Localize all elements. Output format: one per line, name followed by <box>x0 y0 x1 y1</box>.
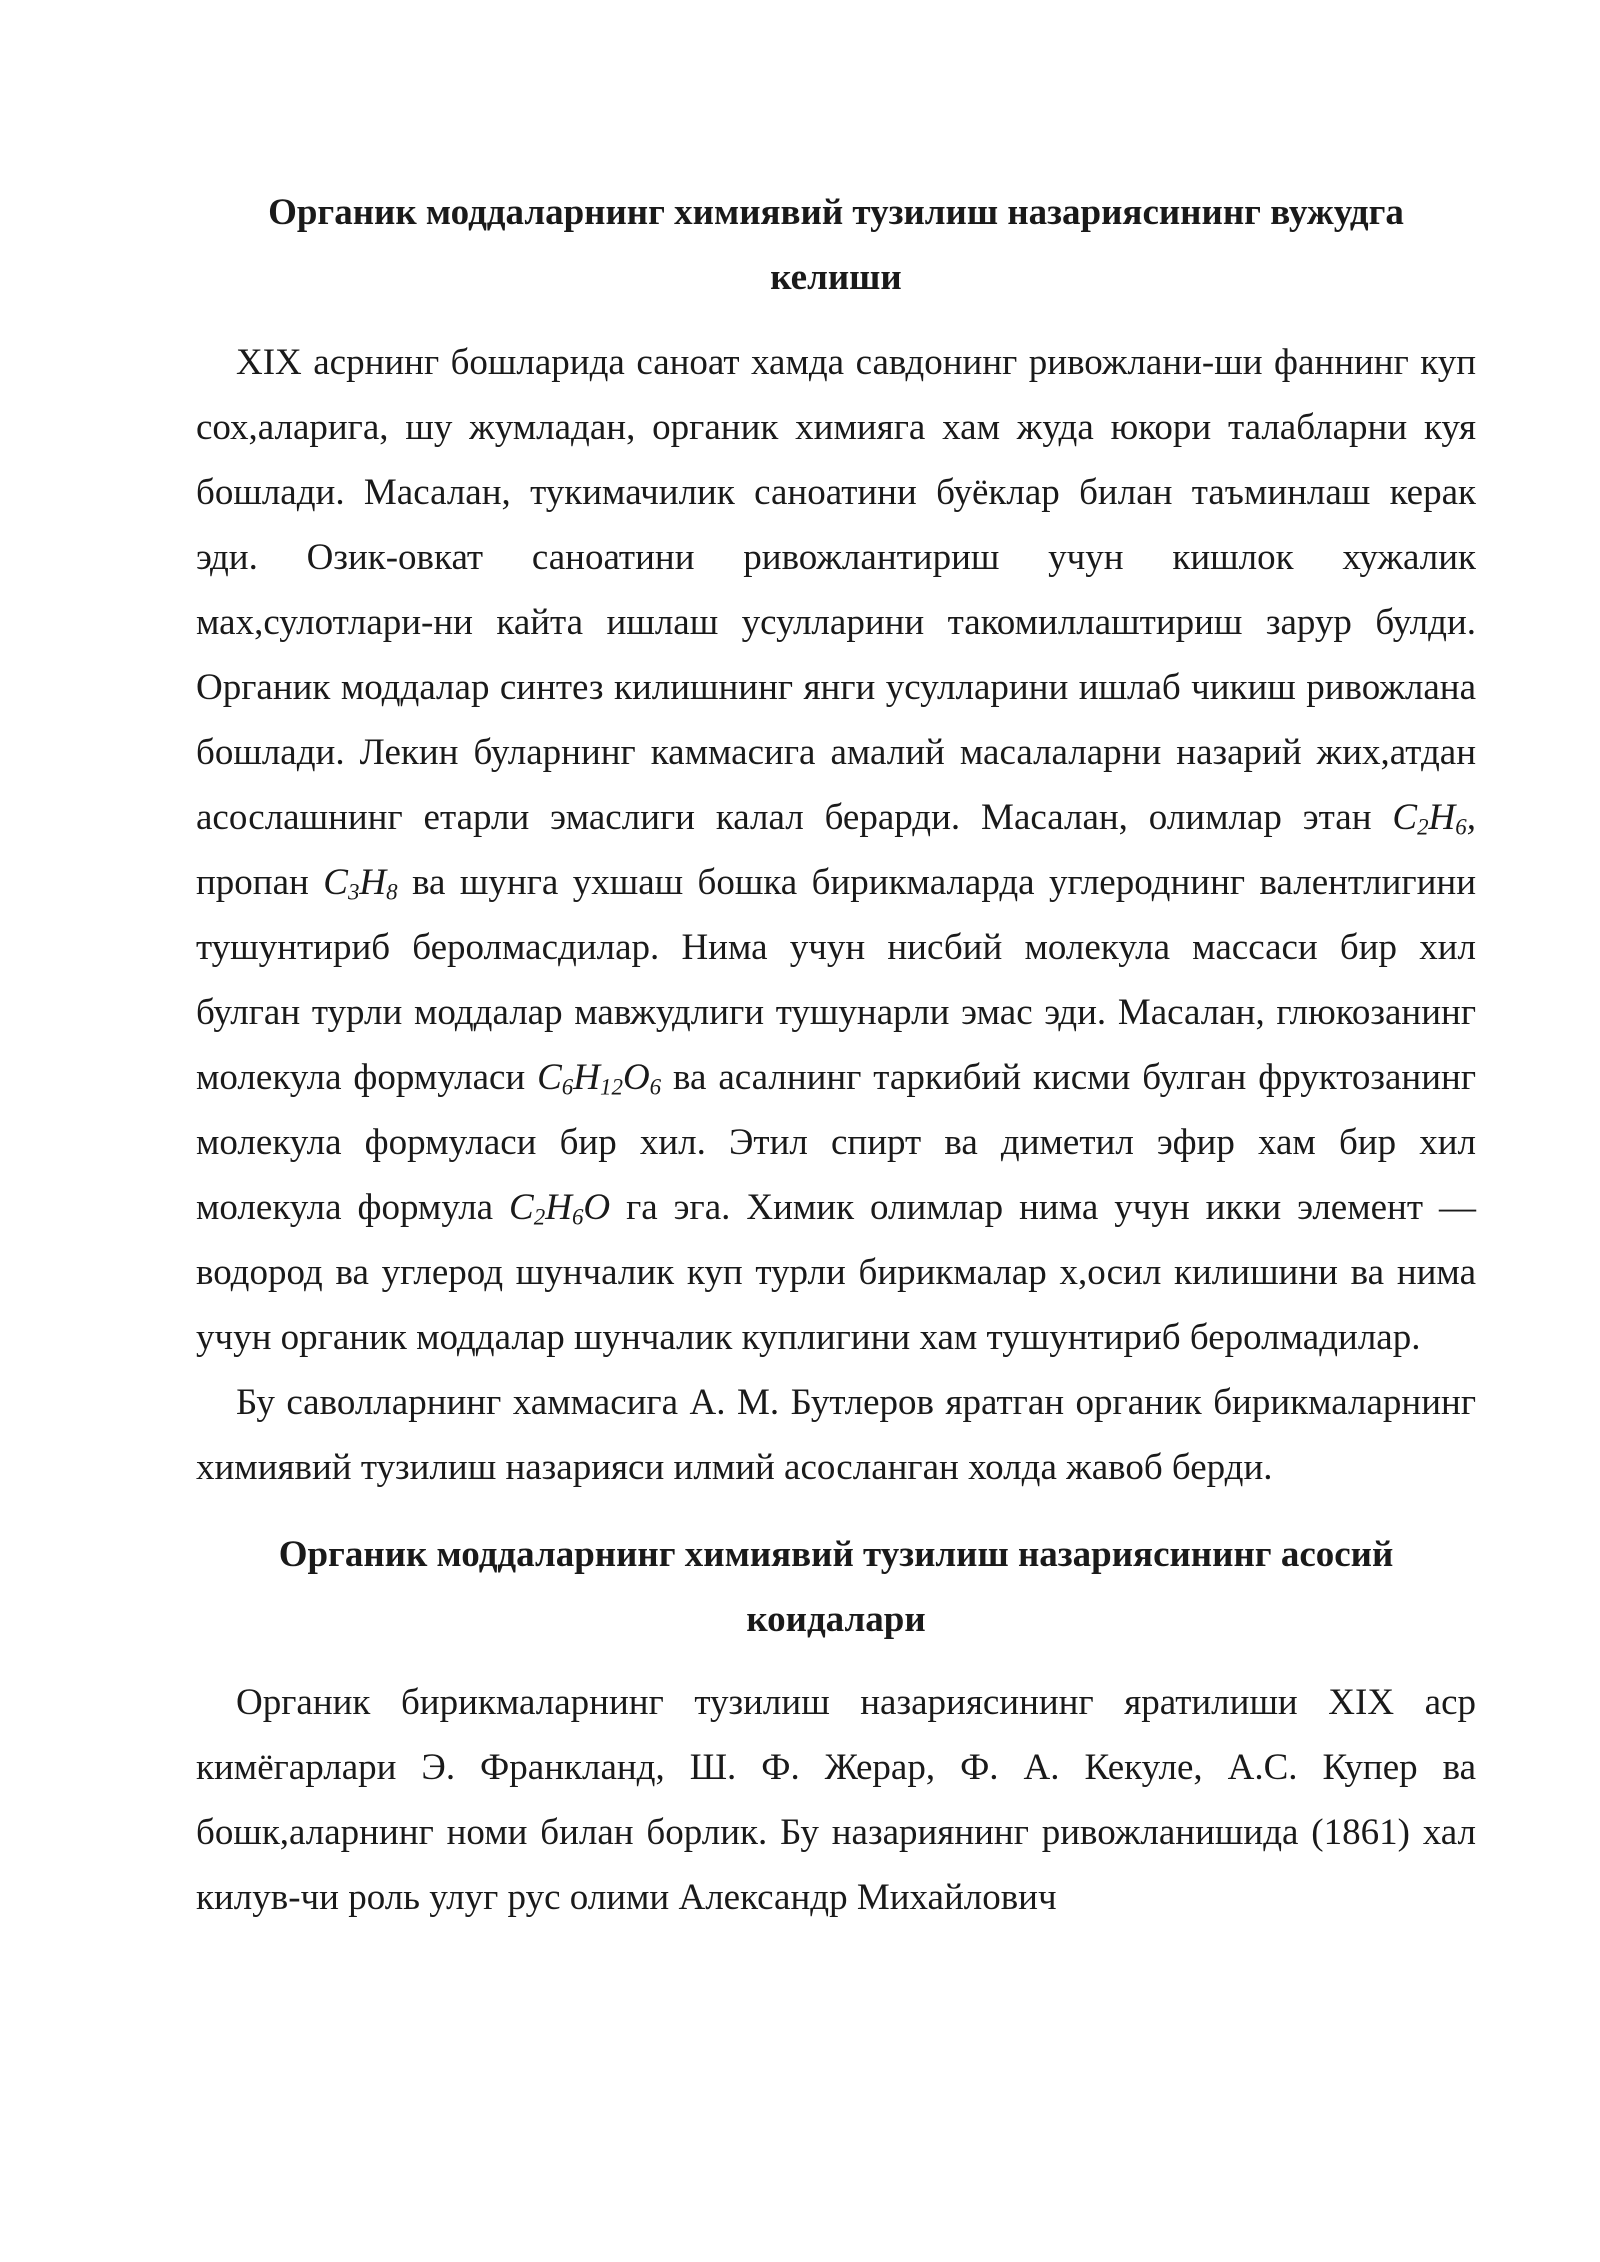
formula-ethane: $C_2H_6$, <box>1392 797 1476 840</box>
document-page <box>196 180 1476 1930</box>
paragraph-text: ва асалнинг таркибий кисми булган фруктозанинг молекула формуласи бир хил. Этил спирт ва диметил эфир хам бир хил молекула формула <box>196 1057 1477 1228</box>
paragraph-text: XIX асрнинг бошларида саноат хамда савдонинг ривожлани-ши фаннинг куп сох,аларига, шу жумладан, органик химияга хам жуда юкори талабларни куя бошлади. Масалан, тукимачилик саноатини буёклар билан таъминлаш керак эди. Озик-овкат саноатини ривожлантириш учун кишлок хужалик мах,сулотлари-ни кайта ишлаш усулларини такомиллаштириш зарур булди. Органик моддалар синтез килишнинг янги усулларини ишлаб чикиш ривожлана бошлади. Лекин буларнинг каммасига амалий масалаларни назарий жих,атдан асослашнинг етарли эмаслиги калал берарди. Масалан, олимлар этан <box>196 342 1476 838</box>
section-heading-origin <box>196 180 1476 310</box>
paragraph-theory-creation: Органик бирикмаларнинг тузилиш назариясининг яратилиши XIX аср кимёгарлари Э. Франкланд, Ш. Ф. Жерар, Ф. А. Кекуле, А.С. Купер ва бошк,аларнинг номи билан борлик. Бу назариянинг ривожланишида (1861) хал килув-чи роль улуг рус олими Александр Михайлович <box>196 1682 1476 1918</box>
heading-line: Органик моддаларнинг химиявий тузилиш назариясининг асосий <box>278 1534 1394 1575</box>
formula-glucose: $C_6H_{12}O_6$ <box>537 1057 662 1100</box>
heading-line: келиши <box>770 257 902 298</box>
paragraph-butlerov: Бу саволларнинг хаммасига А. М. Бутлеров яратган органик бирикмаларнинг химиявий тузилиш назарияси илмий асосланган холда жавоб берди. <box>196 1382 1476 1488</box>
paragraph-history <box>196 330 1476 1370</box>
formula-propane: $C_3H_8$ <box>323 862 398 905</box>
paragraph-text: ва шунга ухшаш бошка бирикмаларда углероднинг валентлигини тушунтириб беролмасдилар. Нима учун нисбий молекула массаси бир хил булган турли моддалар мавжудлиги тушунарли эмас эди. Масалан, глюкозанинг молекула формуласи <box>196 862 1477 1098</box>
heading-line: коидалари <box>746 1599 926 1640</box>
section-heading-principles <box>196 1522 1476 1652</box>
paragraph-text: га эга. Химик олимлар нима учун икки элемент — водород ва углерод шунчалик куп турли бирикмалар х,осил килишини ва нима учун органик моддалар шунчалик куплигини хам тушунтириб беролмадилар. <box>196 1187 1476 1358</box>
formula-ethanol: $C_2H_6O$ <box>509 1187 611 1230</box>
paragraph-text: пропан <box>196 862 309 903</box>
heading-line: Органик моддаларнинг химиявий тузилиш назариясининг вужудга <box>268 192 1404 233</box>
